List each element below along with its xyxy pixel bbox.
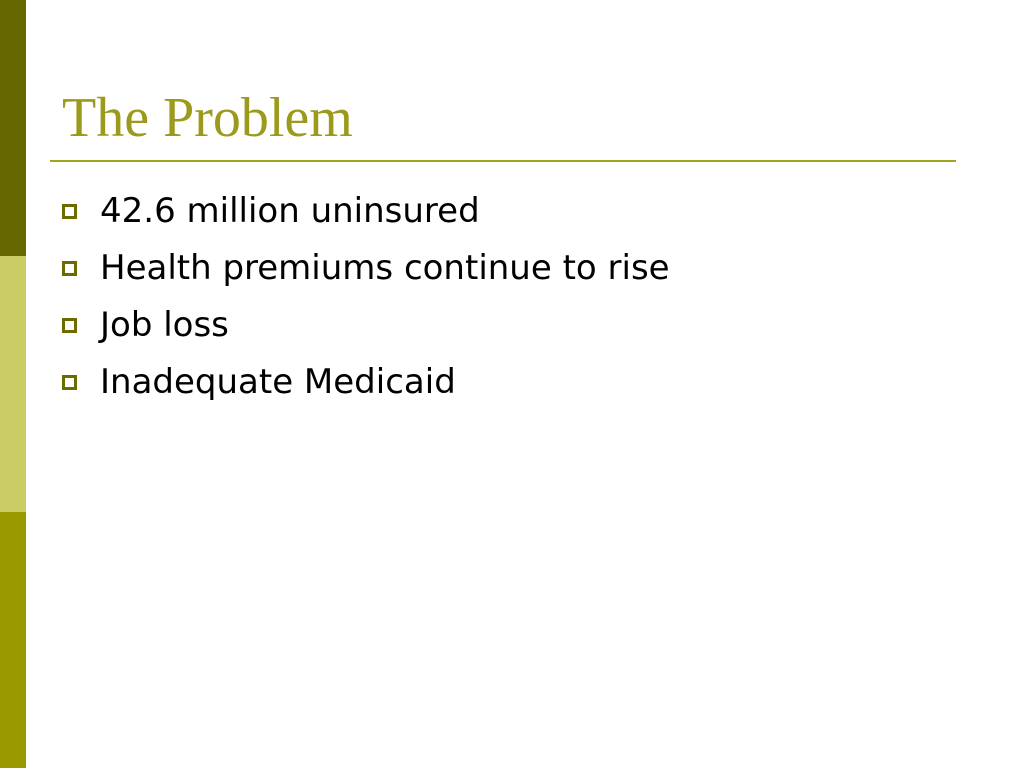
sidebar-stripe-bottom xyxy=(0,512,26,768)
bullet-text: Health premiums continue to rise xyxy=(100,248,670,288)
bullet-item xyxy=(62,183,670,240)
sidebar-stripe-middle xyxy=(0,256,26,512)
bullet-text: Inadequate Medicaid xyxy=(100,362,456,402)
bullet-list xyxy=(62,183,670,411)
square-bullet-icon xyxy=(62,375,77,390)
bullet-text: Job loss xyxy=(100,305,229,345)
bullet-item xyxy=(62,354,670,411)
square-bullet-icon xyxy=(62,204,77,219)
bullet-item xyxy=(62,240,670,297)
square-bullet-icon xyxy=(62,318,77,333)
bullet-text: 42.6 million uninsured xyxy=(100,191,480,231)
title-underline xyxy=(50,160,956,162)
bullet-item xyxy=(62,297,670,354)
sidebar-stripe-top xyxy=(0,0,26,256)
square-bullet-icon xyxy=(62,261,77,276)
slide-title: The Problem xyxy=(62,87,353,149)
